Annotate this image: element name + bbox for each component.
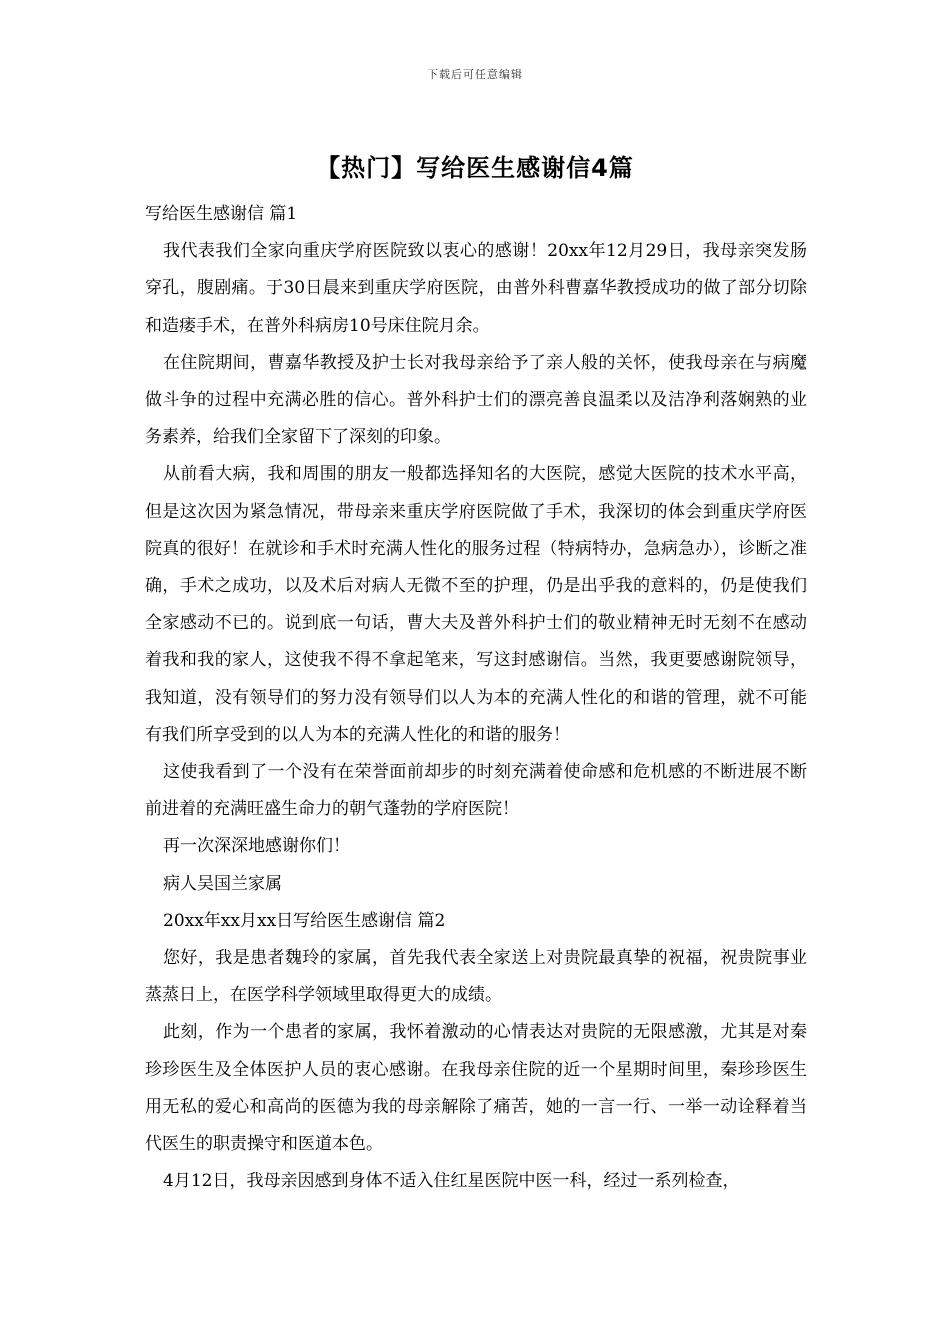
header-note: 下载后可任意编辑 <box>427 68 523 81</box>
paragraph: 您好，我是患者魏玲的家属，首先我代表全家送上对贵院最真挚的祝福，祝贵院事业蒸蒸日上，在医学科学领域里取得更大的成绩。 <box>145 948 807 1006</box>
paragraph: 从前看大病，我和周围的朋友一般都选择知名的大医院，感觉大医院的技术水平高，但是这次因为紧急情况，带母亲来重庆学府医院做了手术，我深切的体会到重庆学府医院真的很好！在就诊和手术时充满人性化的服务过程（特病特办，急病急办），诊断之准确，手术之成功，以及术后对病人无微不至的护理，仍是出乎我的意料的，仍是使我们全家感动不已的。说到底一句话，曹大夫及普外科护士们的敬业精神无时无刻不在感动着我和我的家人，这使我不得不拿起笔来，写这封感谢信。当然，我更要感谢院领导，我知道，没有领导们的努力没有领导们以人为本的充满人性化的和谐的管理，就不可能有我们所享受到的以人为本的充满人性化的和谐的服务！ <box>145 464 807 745</box>
body-text <box>145 196 807 1200</box>
page-title: 【热门】写给医生感谢信4篇 <box>316 154 634 182</box>
paragraph: 病人吴国兰家属 <box>163 873 282 894</box>
paragraph: 20xx年xx月xx日写给医生感谢信 篇2 <box>163 910 446 931</box>
paragraph: 4月12日，我母亲因感到身体不适入住红星医院中医一科，经过一系列检查， <box>163 1171 740 1192</box>
paragraph: 再一次深深地感谢你们！ <box>163 836 350 857</box>
paragraph: 此刻，作为一个患者的家属，我怀着激动的心情表达对贵院的无限感激，尤其是对秦珍珍医生及全体医护人员的衷心感谢。在我母亲住院的近一个星期时间里，秦珍珍医生用无私的爱心和高尚的医德为我的母亲解除了痛苦，她的一言一行、一举一动诠释着当代医生的职责操守和医道本色。 <box>145 1022 807 1155</box>
paragraph: 这使我看到了一个没有在荣誉面前却步的时刻充满着使命感和危机感的不断进展不断前进着的充满旺盛生命力的朝气蓬勃的学府医院！ <box>145 762 807 820</box>
paragraph: 在住院期间，曹嘉华教授及护士长对我母亲给予了亲人般的关怀，使我母亲在与病魔做斗争的过程中充满必胜的信心。普外科护士们的漂亮善良温柔以及洁净利落娴熟的业务素养，给我们全家留下了深刻的印象。 <box>145 352 807 448</box>
paragraph: 写给医生感谢信 篇1 <box>145 204 298 224</box>
paragraph: 我代表我们全家向重庆学府医院致以衷心的感谢！20xx年12月29日，我母亲突发肠穿孔，腹剧痛。于30日晨来到重庆学府医院，由普外科曹嘉华教授成功的做了部分切除和造瘘手术，在普外科病房10号床住院月余。 <box>145 241 807 336</box>
